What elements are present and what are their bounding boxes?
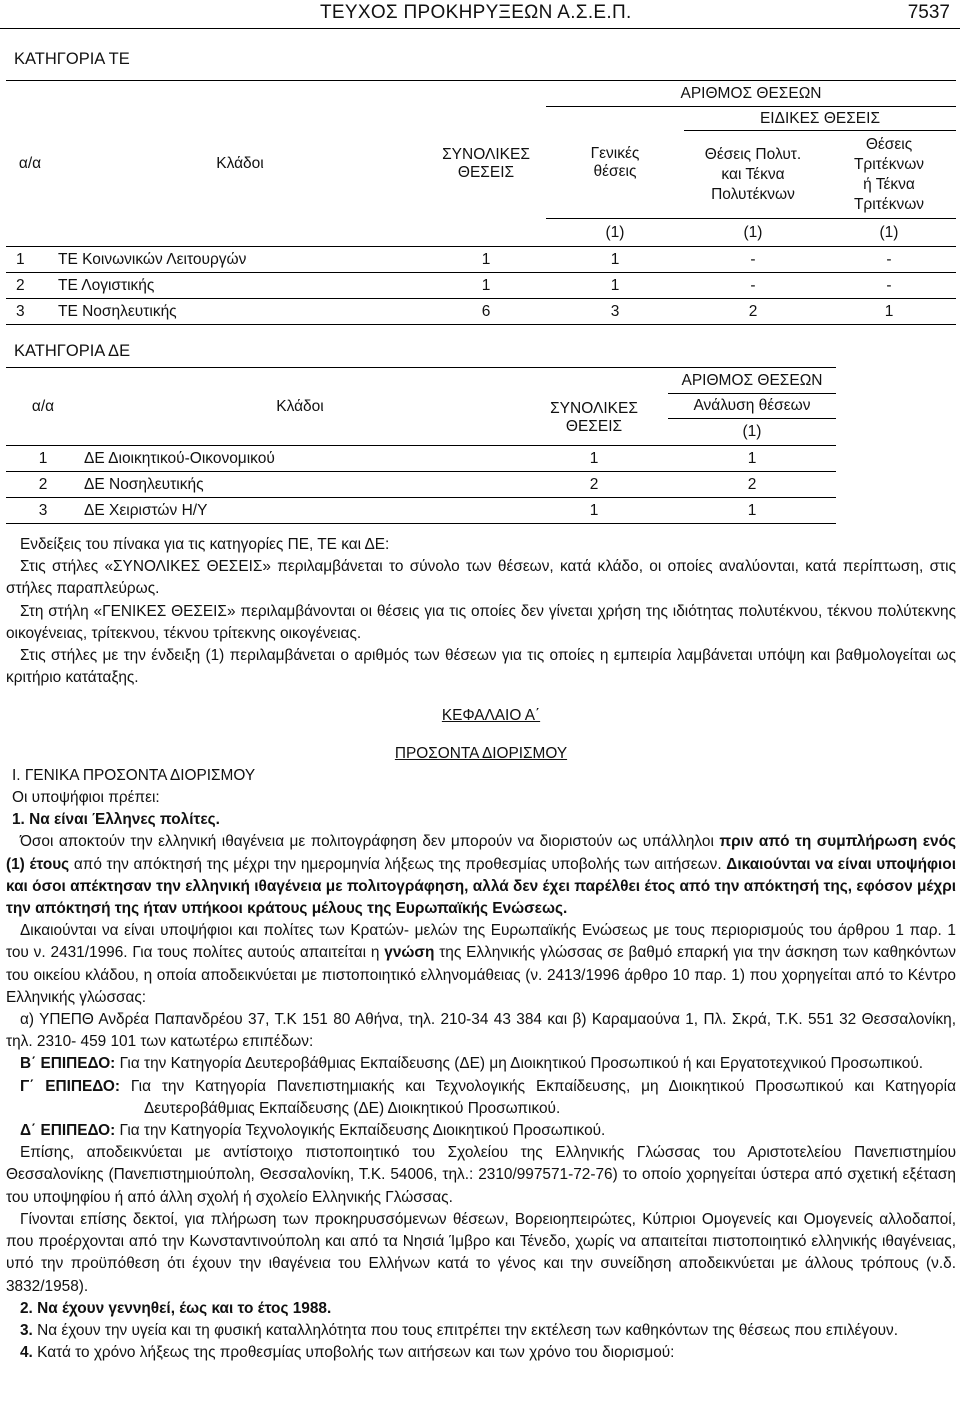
te-header-eidikes: ΕΙΔΙΚΕΣ ΘΕΣΕΙΣ: [684, 107, 956, 131]
table-row: 2 ΤΕ Λογιστικής 1 1 - -: [6, 273, 956, 299]
te-header-trit: Θέσεις Τριτέκνων ή Τέκνα Τριτέκνων: [853, 135, 925, 213]
table-row: 1 ΔΕ Διοικητικού-Οικονομικού 1 1: [6, 446, 836, 472]
table-row: 2 ΔΕ Νοσηλευτικής 2 2: [6, 472, 836, 498]
de-header-synolikes: ΣΥΝΟΛΙΚΕΣ ΘΕΣΕΙΣ: [520, 368, 668, 446]
auth-certificate-paragraph: Επίσης, αποδεικνύεται με αντίστοιχο πιστοποιητικό του Σχολείου της Ελληνικής Γλώσσας του Αριστοτελείου Πανεπιστημίου Θεσσαλονίκης (Πανεπιστημιούπολη, Θεσσαλονίκη, Τ.Κ. 54006, τηλ.: 2310/997571-72-76) το οποίο χορηγείται ύστερα από σχετική εξέταση του υποψηφίου ή από άλλη σχολή ή σχολείο Ελληνικής Γλώσσας.: [6, 1144, 956, 1206]
de-header-kladoi: Κλάδοι: [80, 368, 520, 446]
te-header-synolikes: ΣΥΝΟΛΙΚΕΣ ΘΕΣΕΙΣ: [426, 81, 546, 247]
intro-line: Οι υποψήφιοι πρέπει:: [12, 789, 160, 807]
te-note-trit: (1): [822, 219, 956, 247]
category-te-heading: ΚΑΤΗΓΟΡΙΑ ΤΕ: [14, 50, 130, 68]
de-note: (1): [742, 423, 762, 440]
de-header-aa: α/α: [6, 368, 80, 446]
page-number: 7537: [907, 2, 950, 23]
item-2: 2. Να έχουν γεννηθεί, έως και το έτος 1988.: [20, 1299, 332, 1317]
level-g: Γ΄ ΕΠΙΠΕΔΟ: Για την Κατηγορία Πανεπιστημιακής και Τεχνολογικής Εκπαίδευσης, μη Διοικητικού Προσωπικού και Κατηγορία Δευτεροβάθμιας Εκπαίδευσης (ΔΕ) Διοικητικού Προσωπικού.: [20, 1077, 956, 1117]
indications-title: Ενδείξεις του πίνακα για τις κατηγορίες ΠΕ, ΤΕ και ΔΕ:: [20, 536, 390, 553]
chapter-heading: ΚΕΦΑΛΑΙΟ Α΄: [441, 707, 541, 725]
paragraph-experience: Στις στήλες με την ένδειξη (1) περιλαμβάνεται ο αριθμός των θέσεων για τις οποίες η εμπειρία λαμβάνεται υπόψη και βαθμολογείται ως κριτήριο κατάταξης.: [6, 647, 956, 687]
body-text: [6, 534, 956, 1364]
te-header-genikes: Γενικές θέσεις: [590, 144, 640, 180]
item-4: 4. Κατά το χρόνο λήξεως της προθεσμίας υποβολής των αιτήσεων και των χρόνο του διορισμού:: [20, 1344, 675, 1362]
item-1-paragraph: Όσοι αποκτούν την ελληνική ιθαγένεια με πολιτογράφηση δεν μπορούν να διοριστούν ως υπάλληλοι πριν από τη συμπλήρωση ενός (1) έτους από την απόκτησή της μέχρι την ημερομηνία λήξεως της προθεσμίας υποβολής των αιτήσεων. Δικαιούνται να είναι υποψήφιοι και όσοι απέκτησαν την ελληνική ιθαγένεια με πολιτογράφηση, αλλά δεν έχει παρέλθει έτος από την απόκτησή της, εφόσον μέχρι την απόκτησή της ήταν υπήκοοι κράτους μέλους της Ευρωπαϊκής Ενώσεως.: [6, 833, 956, 918]
de-table: [6, 367, 836, 524]
item-1-title: 1. Να είναι Έλληνες πολίτες.: [12, 811, 220, 829]
table-row: 1 ΤΕ Κοινωνικών Λειτουργών 1 1 - -: [6, 247, 956, 273]
paragraph-synolikes: Στις στήλες «ΣΥΝΟΛΙΚΕΣ ΘΕΣΕΙΣ» περιλαμβάνεται το σύνολο των θέσεων, κατά κλάδο, οι οποίες αναλύονται, κατά περίπτωση, στις στήλες παραπλεύρως.: [6, 558, 956, 598]
te-header-arithmos: ΑΡΙΘΜΟΣ ΘΕΣΕΩΝ: [546, 81, 956, 107]
level-b: Β΄ ΕΠΙΠΕΔΟ: Για την Κατηγορία Δευτεροβάθμιας Εκπαίδευσης (ΔΕ) μη Διοικητικού Προσωπικού ή και Εργατοτεχνικού Προσωπικού.: [20, 1055, 924, 1073]
expatriates-paragraph: Γίνονται επίσης δεκτοί, για πλήρωση των προκηρυσσόμενων θέσεων, Βορειοηπειρώτες, Κύπριοι Ομογενείς και Ομογενείς αλλοδαποί, που προέρχονται από την Κωνσταντινούπολη και από τα Νησιά Ίμβρο και Τένεδο, χωρίς να απαιτείται πιστοποιητικό ελληνικής ιθαγένειας, υπό την προϋπόθεση ότι έχουν την ιθαγένεια του Ελλήνων κατά το γένος και την συνείδηση αποδεικνύεται με άλλους τρόπους (ν.δ. 3832/1958).: [6, 1210, 956, 1295]
page-header: [0, 0, 960, 30]
de-header-analysi: Ανάλυση θέσεων: [668, 394, 836, 419]
te-header-kladoi: Κλάδοι: [54, 81, 426, 247]
te-header-polyt: Θέσεις Πολυτ. και Τέκνα Πολυτέκνων: [704, 145, 802, 203]
level-d: Δ΄ ΕΠΙΠΕΔΟ: Για την Κατηγορία Τεχνολογικής Εκπαίδευσης Διοικητικού Προσωπικού.: [20, 1122, 606, 1140]
te-table: [6, 80, 956, 325]
table-row: 3 ΔΕ Χειριστών Η/Υ 1 1: [6, 498, 836, 524]
issue-title: ΤΕΥΧΟΣ ΠΡΟΚΗΡΥΞΕΩΝ Α.Σ.Ε.Π.: [320, 2, 632, 23]
item-3: 3. Να έχουν την υγεία και τη φυσική καταλληλότητα που τους επιτρέπει την εκτέλεση των καθηκόντων της θέσεως που επιλέγουν.: [20, 1321, 899, 1339]
category-de-heading: ΚΑΤΗΓΟΡΙΑ ΔΕ: [14, 342, 131, 360]
addresses-paragraph: α) ΥΠΕΠΘ Ανδρέα Παπανδρέου 37, Τ.Κ 151 80 Αθήνα, τηλ. 210-34 43 384 και β) Καραμαούνα 1, Πλ. Σκρά, Τ.Κ. 551 32 Θεσσαλονίκη, τηλ. 2310- 459 101 των κατωτέρω επιπέδων:: [6, 1011, 956, 1051]
chapter-subheading: ΠΡΟΣΟΝΤΑ ΔΙΟΡΙΣΜΟΥ: [394, 744, 568, 762]
table-row: 3 ΤΕ Νοσηλευτικής 6 3 2 1: [6, 299, 956, 325]
de-header-arithmos: ΑΡΙΘΜΟΣ ΘΕΣΕΩΝ: [668, 368, 836, 394]
eu-citizens-paragraph: Δικαιούνται να είναι υποψήφιοι και πολίτες των Κρατών- μελών της Ευρωπαϊκής Ενώσεως με τους περιορισμούς του άρθρου 1 παρ. 1 του ν. 2431/1996. Για τους πολίτες αυτούς απαιτείται η γνώση της Ελληνικής γλώσσας σε βαθμό επαρκή για την άσκηση των καθηκόντων του οικείου κλάδου, η οποία αποδεικνύεται με πιστοποιητικό ελληνομάθειας (ν. 2413/1996 άρθρο 10 παρ. 1) που χορηγείται από το Κέντρο Ελληνικής γλώσσας:: [6, 922, 956, 1006]
header-rule: [0, 28, 960, 29]
te-header-aa: α/α: [6, 81, 54, 247]
te-note-genikes: (1): [546, 219, 684, 247]
section-heading: Ι. ΓΕΝΙΚΑ ΠΡΟΣΟΝΤΑ ΔΙΟΡΙΣΜΟΥ: [12, 766, 256, 784]
te-note-polyt: (1): [684, 219, 822, 247]
paragraph-genikes: Στη στήλη «ΓΕΝΙΚΕΣ ΘΕΣΕΙΣ» περιλαμβάνονται οι θέσεις για τις οποίες δεν γίνεται χρήση της ιδιότητας πολυτέκνου, τέκνου πολύτεκνης οικογένειας, τρίτεκνου, τέκνου τρίτεκνης οικογένειας.: [6, 602, 956, 642]
